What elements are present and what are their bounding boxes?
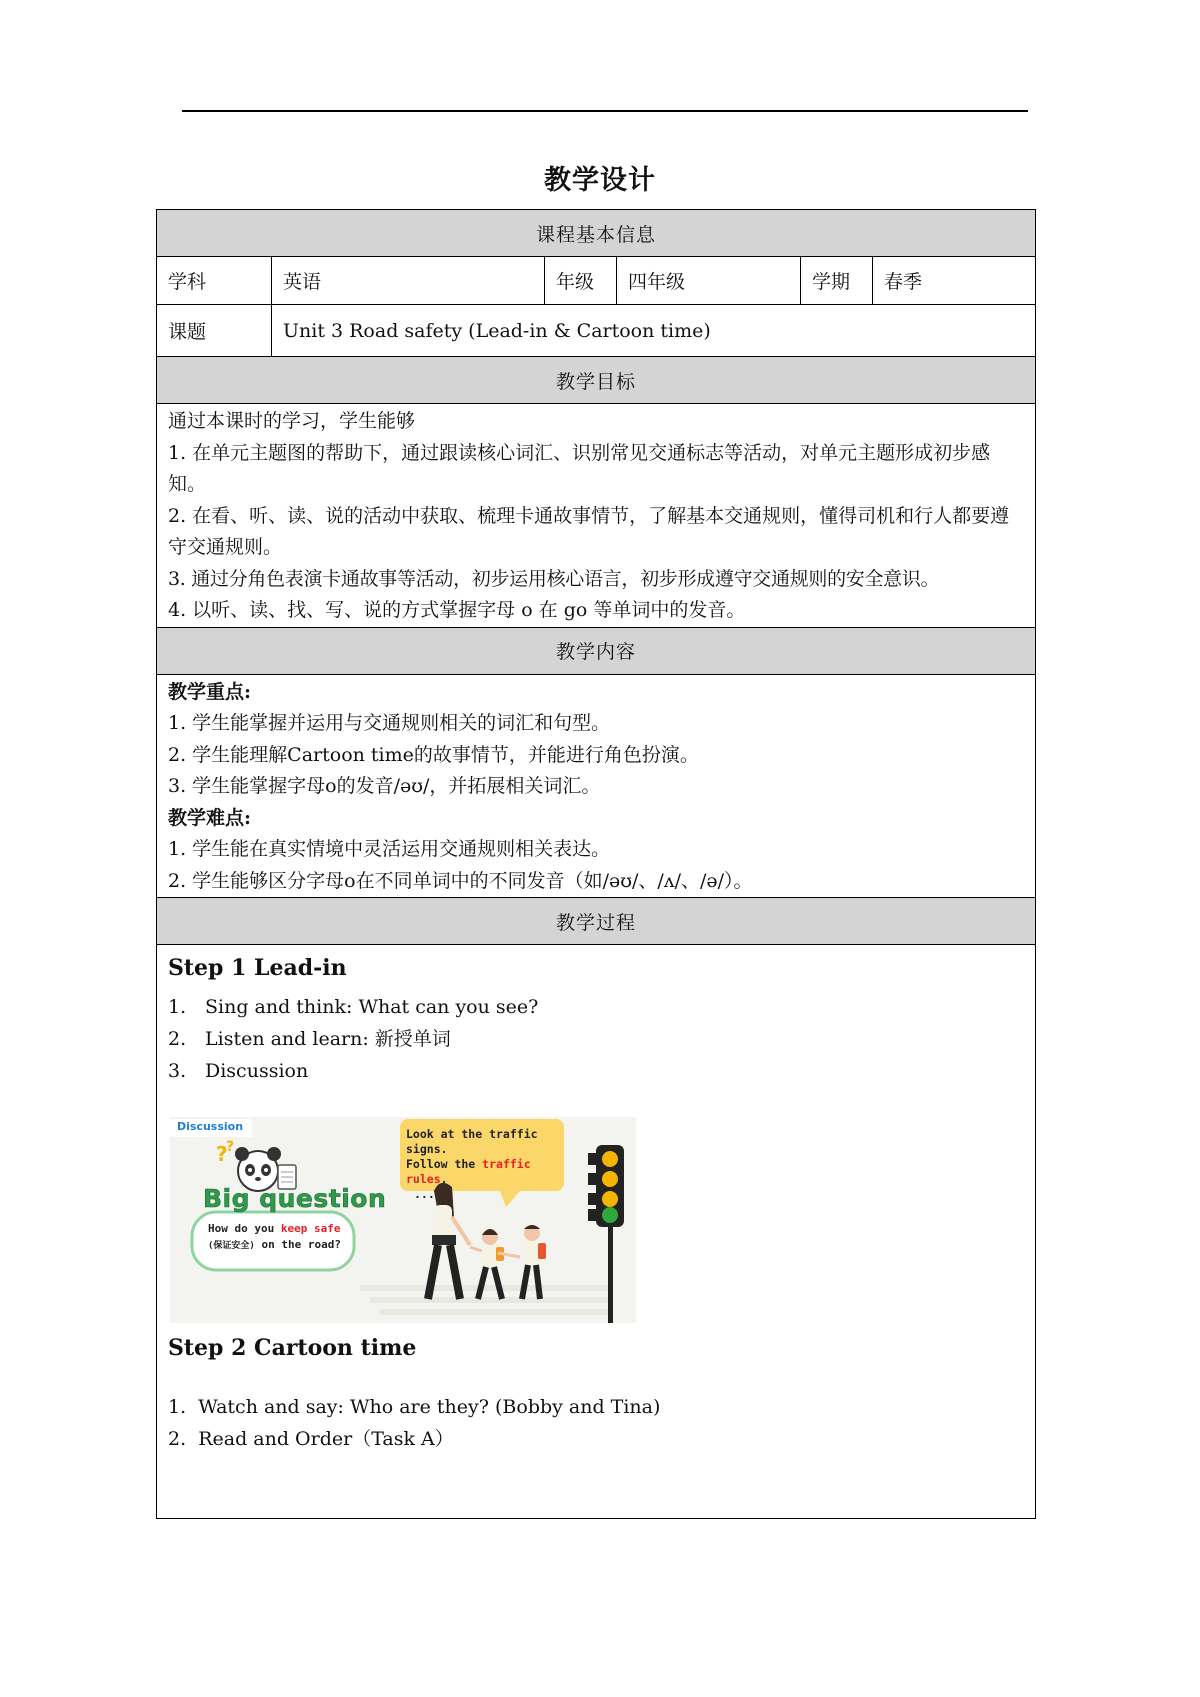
list-item: 2. Read and Order（Task A） bbox=[168, 1428, 454, 1450]
objectives-intro: 通过本课时的学习，学生能够 bbox=[168, 410, 416, 432]
objectives-cell bbox=[157, 404, 1036, 628]
step2-title: Step 2 Cartoon time bbox=[168, 1335, 417, 1361]
objective-item: 3. 通过分角色表演卡通故事等活动，初步运用核心语言，初步形成遵守交通规则的安全意识。 bbox=[168, 567, 940, 590]
section-header-content: 教学内容 bbox=[157, 627, 1036, 674]
topic-value: Unit 3 Road safety (Lead-in & Cartoon time) bbox=[272, 305, 1036, 357]
objective-item: 4. 以听、读、找、写、说的方式掌握字母 o 在 go 等单词中的发音。 bbox=[168, 599, 746, 621]
bubble-text-part: Follow the bbox=[406, 1157, 483, 1171]
section-header-basic-info: 课程基本信息 bbox=[157, 210, 1036, 257]
bubble-line: ... bbox=[414, 1187, 435, 1201]
bubble-line bbox=[406, 1157, 566, 1187]
big-question-text bbox=[208, 1221, 354, 1254]
key-point-item: 3. 学生能掌握字母o的发音/əʊ/，并拓展相关词汇。 bbox=[168, 775, 601, 797]
header-rule bbox=[182, 110, 1028, 112]
svg-text:?: ? bbox=[216, 1142, 228, 1166]
bubble-text bbox=[406, 1127, 566, 1202]
bubble-line: Look at the traffic signs. bbox=[406, 1127, 538, 1156]
difficult-points-label: 教学难点: bbox=[168, 806, 252, 829]
subject-value: 英语 bbox=[272, 257, 545, 305]
step2-list bbox=[168, 1391, 1024, 1455]
bubble-highlight: traffic rules bbox=[406, 1157, 531, 1186]
key-points-label: 教学重点: bbox=[168, 680, 252, 703]
question-note: (保证安全) bbox=[208, 1241, 255, 1251]
step1-title: Step 1 Lead-in bbox=[168, 955, 347, 981]
list-item bbox=[168, 1055, 1024, 1087]
key-point-item: 1. 学生能掌握并运用与交通规则相关的词汇和句型。 bbox=[168, 712, 611, 734]
objective-item: 1. 在单元主题图的帮助下，通过跟读核心词汇、识别常见交通标志等活动，对单元主题形成初步感知。 bbox=[168, 441, 991, 495]
question-text-part: on the road? bbox=[254, 1238, 341, 1251]
section-header-process: 教学过程 bbox=[157, 898, 1036, 945]
term-label: 学期 bbox=[801, 257, 873, 305]
section-header-objectives: 教学目标 bbox=[157, 357, 1036, 404]
step1-list bbox=[168, 991, 1024, 1087]
process-cell bbox=[157, 945, 1036, 1519]
list-item bbox=[168, 991, 1024, 1023]
list-number: 1. bbox=[168, 996, 187, 1018]
grade-value: 四年级 bbox=[617, 257, 801, 305]
term-value: 春季 bbox=[873, 257, 1036, 305]
svg-text:?: ? bbox=[226, 1139, 235, 1155]
content-cell bbox=[157, 674, 1036, 898]
topic-label: 课题 bbox=[157, 305, 272, 357]
discussion-slide-illustration bbox=[170, 1117, 636, 1323]
list-item: 1. Watch and say: Who are they? (Bobby and Tina) bbox=[168, 1396, 661, 1418]
list-text: Listen and learn: 新授单词 bbox=[205, 1028, 451, 1050]
objective-item: 2. 在看、听、读、说的活动中获取、梳理卡通故事情节，了解基本交通规则，懂得司机和行人都要遵守交通规则。 bbox=[168, 504, 1010, 558]
list-text: Sing and think: What can you see? bbox=[205, 996, 539, 1018]
grade-label: 年级 bbox=[545, 257, 617, 305]
list-number: 3. bbox=[168, 1060, 187, 1082]
difficult-point-item: 1. 学生能在真实情境中灵活运用交通规则相关表达。 bbox=[168, 838, 611, 860]
list-text: Discussion bbox=[205, 1060, 309, 1082]
discussion-tag: Discussion bbox=[177, 1120, 244, 1133]
subject-label: 学科 bbox=[157, 257, 272, 305]
question-text-part: How do you bbox=[208, 1222, 281, 1235]
lesson-plan-table bbox=[156, 209, 1036, 1519]
document-title: 教学设计 bbox=[544, 165, 656, 196]
list-item bbox=[168, 1023, 1024, 1055]
list-number: 2. bbox=[168, 1028, 187, 1050]
key-point-item: 2. 学生能理解Cartoon time的故事情节，并能进行角色扮演。 bbox=[168, 743, 699, 766]
big-question-title: Big question bbox=[203, 1184, 387, 1213]
question-highlight: keep safe bbox=[280, 1222, 341, 1235]
bubble-text-part: . bbox=[440, 1172, 448, 1186]
discussion-slide-image bbox=[170, 1117, 636, 1323]
difficult-point-item: 2. 学生能够区分字母o在不同单词中的不同发音（如/əʊ/、/ʌ/、/ə/）。 bbox=[168, 869, 753, 892]
